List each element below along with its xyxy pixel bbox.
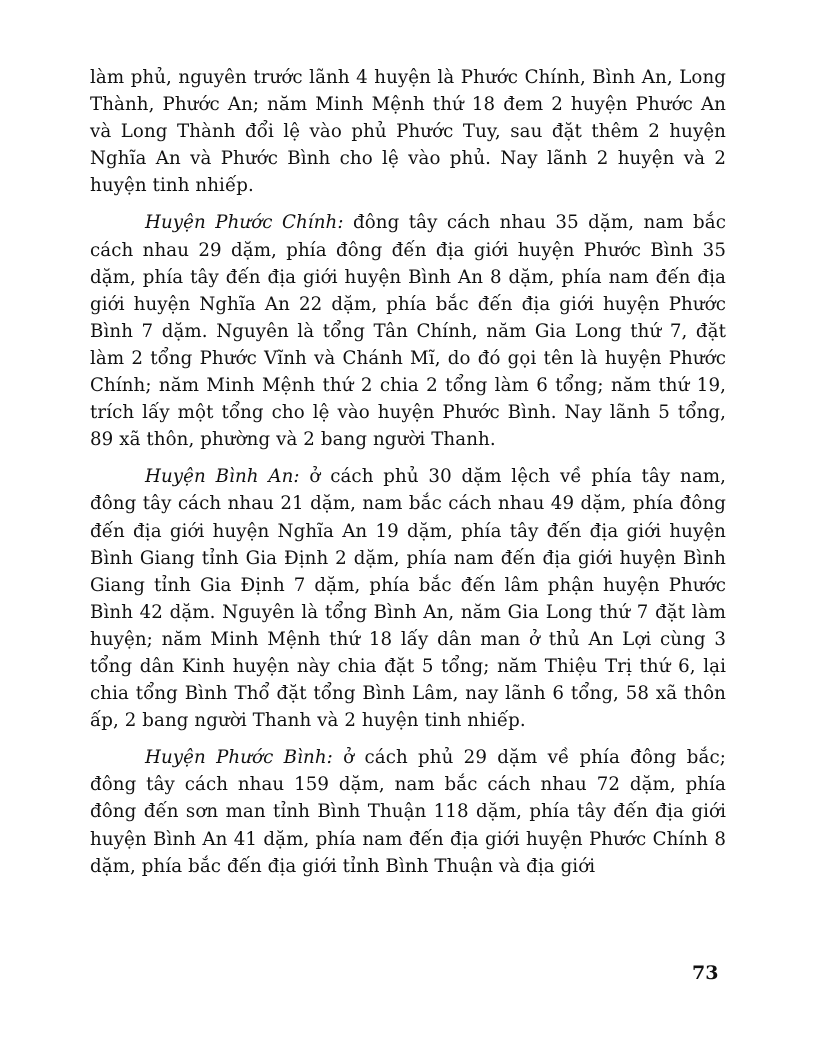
- paragraph-1: [90, 64, 726, 199]
- paragraph-huyen-binh-an: [90, 463, 726, 734]
- paragraph-1-text: làm phủ, nguyên trước lãnh 4 huyện là Phước Chính, Bình An, Long Thành, Phước An; năm Minh Mệnh thứ 18 đem 2 huyện Phước An và Long Thành đổi lệ vào phủ Phước Tuy, sau đặt thêm 2 huyện Nghĩa An và Phước Bình cho lệ vào phủ. Nay lãnh 2 huyện và 2 huyện tinh nhiếp.: [90, 67, 726, 197]
- paragraph-2-text: đông tây cách nhau 35 dặm, nam bắc cách nhau 29 dặm, phía đông đến địa giới huyện Phước Bình 35 dặm, phía tây đến địa giới huyện Bình An 8 dặm, phía nam đến địa giới huyện Nghĩa An 22 dặm, phía bắc đến địa giới huyện Phước Bình 7 dặm. Nguyên là tổng Tân Chính, năm Gia Long thứ 7, đặt làm 2 tổng Phước Vĩnh và Chánh Mĩ, do đó gọi tên là huyện Phước Chính; năm Minh Mệnh thứ 2 chia 2 tổng làm 6 tổng; năm thứ 19, trích lấy một tổng cho lệ vào huyện Phước Bình. Nay lãnh 5 tổng, 89 xã thôn, phường và 2 bang người Thanh.: [90, 212, 726, 451]
- paragraph-2-lead: Huyện Phước Chính:: [145, 212, 344, 234]
- paragraph-huyen-phuoc-chinh: [90, 209, 726, 453]
- paragraph-3-text: ở cách phủ 30 dặm lệch về phía tây nam, đông tây cách nhau 21 dặm, nam bắc cách nhau 49 dặm, phía đông đến địa giới huyện Nghĩa An 19 dặm, phía tây đến địa giới huyện Bình Giang tỉnh Gia Định 2 dặm, phía nam đến địa giới huyện Bình Giang tỉnh Gia Định 7 dặm, phía bắc đến lâm phận huyện Phước Bình 42 dặm. Nguyên là tổng Bình An, năm Gia Long thứ 7 đặt làm huyện; năm Minh Mệnh thứ 18 lấy dân man ở thủ An Lợi cùng 3 tổng dân Kinh huyện này chia đặt 5 tổng; năm Thiệu Trị thứ 6, lại chia tổng Bình Thổ đặt tổng Bình Lâm, nay lãnh 6 tổng, 58 xã thôn ấp, 2 bang người Thanh và 2 huyện tinh nhiếp.: [90, 466, 727, 732]
- paragraph-4-text: ở cách phủ 29 dặm về phía đông bắc; đông tây cách nhau 159 dặm, nam bắc cách nhau 72 dặm, phía đông đến sơn man tỉnh Bình Thuận 118 dặm, phía tây đến địa giới huyện Bình An 41 dặm, phía nam đến địa giới huyện Phước Chính 8 dặm, phía bắc đến địa giới tỉnh Bình Thuận và địa giới: [90, 747, 726, 877]
- book-page: [90, 64, 726, 890]
- page-number: 73: [692, 962, 719, 984]
- paragraph-huyen-phuoc-binh: [90, 744, 726, 879]
- paragraph-4-lead: Huyện Phước Bình:: [145, 747, 333, 769]
- paragraph-3-lead: Huyện Bình An:: [145, 466, 300, 488]
